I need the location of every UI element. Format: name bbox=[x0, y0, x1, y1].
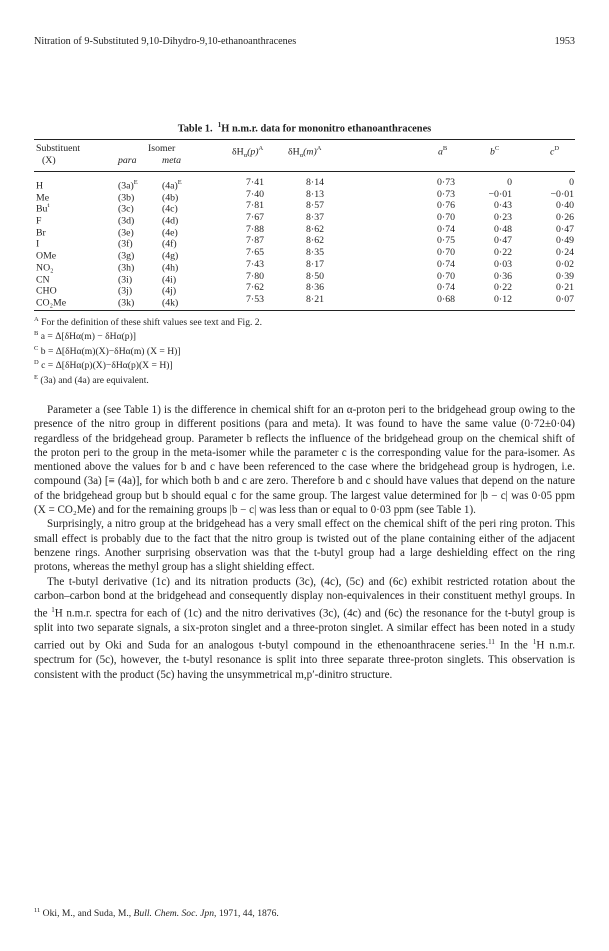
cell-c: 0·24 bbox=[556, 247, 574, 259]
cell-a: 0·74 bbox=[437, 223, 455, 235]
cell-b: 0·47 bbox=[494, 235, 512, 247]
running-head-title: Nitration of 9-Substituted 9,10-Dihydro-9,10-ethanoanthracenes bbox=[34, 36, 297, 47]
cell-para: (3b) bbox=[118, 191, 135, 203]
cell-c: 0·21 bbox=[556, 282, 574, 294]
cell-substituent: CO₂Me bbox=[36, 297, 67, 309]
table-footnotes bbox=[34, 314, 575, 386]
cell-delta-para: 7·43 bbox=[246, 258, 264, 270]
cell-delta-meta: 8·17 bbox=[306, 258, 324, 270]
table-body bbox=[0, 177, 609, 309]
cell-delta-meta: 8·14 bbox=[306, 177, 324, 188]
table-row bbox=[0, 212, 609, 227]
header-b: $b^C$ bbox=[490, 145, 500, 158]
cell-meta: (4g) bbox=[162, 250, 179, 262]
header-c: $c^D$ bbox=[550, 145, 560, 158]
cell-substituent: H bbox=[36, 180, 44, 192]
table-row bbox=[0, 282, 609, 297]
table-row bbox=[0, 189, 609, 201]
cell-c: 0·47 bbox=[556, 223, 574, 235]
header-delta-para: $\delta H_\alpha(p)^A$ bbox=[232, 145, 264, 160]
cell-delta-meta: 8·21 bbox=[306, 293, 324, 305]
cell-c: 0·40 bbox=[556, 200, 574, 212]
cell-delta-meta: 8·35 bbox=[306, 247, 324, 259]
cell-meta: (4d) bbox=[162, 215, 179, 227]
cell-a: 0·74 bbox=[437, 258, 455, 270]
cell-meta: $(4a)^E$ bbox=[162, 179, 182, 192]
cell-a: 0·68 bbox=[437, 293, 455, 305]
cell-b: 0·12 bbox=[494, 293, 512, 305]
reference-journal: Bull. Chem. Soc. Jpn bbox=[133, 908, 215, 920]
table-top-rule bbox=[34, 139, 575, 140]
cell-b: 0·03 bbox=[494, 258, 512, 270]
body-text bbox=[34, 403, 575, 682]
cell-para: (3k) bbox=[118, 297, 135, 309]
cell-delta-para: 7·87 bbox=[246, 235, 264, 247]
table-row bbox=[0, 247, 609, 262]
paragraph-3: The t-butyl derivative (1c) and its nitration products (3c), (4c), (5c) and (6c) exhibit restricted rotation about the carbon–carbon bond at the bridgehead and consequently display non-equivalences in their constituent methyl groups. In the $^1$H n.m.r. spectra for each of (1c) and the nitro derivatives (3c), (4c) and (6c) the resonance for the t-butyl group is split into two separate signals, a six-proton singlet and a three-proton singlet. A similar effect has been noted in a study carried out by Oki and Suda for an analogous t-butyl compound in the ethenoanthracene series.$^{11}$ In the $^1$H n.m.r. spectrum for (5c), however, the t-butyl resonance is split into three separate three-proton singlets. This observation is consistent with the product (5c) having the unsymmetrical m,p′-dinitro structure. bbox=[34, 575, 575, 681]
cell-para: (3h) bbox=[118, 262, 135, 274]
table-row bbox=[0, 258, 609, 274]
header-delta-meta: $\delta H_\alpha(m)^A$ bbox=[288, 145, 322, 160]
footnote: $^E$ (3a) and (4a) are equivalent. bbox=[34, 373, 149, 386]
cell-b: 0·36 bbox=[494, 270, 512, 282]
table-header-rule bbox=[34, 171, 575, 172]
cell-substituent: Me bbox=[36, 191, 50, 203]
table-row bbox=[0, 223, 609, 239]
cell-meta: (4c) bbox=[162, 203, 178, 215]
cell-delta-meta: 8·13 bbox=[306, 188, 324, 200]
cell-para: (3j) bbox=[118, 285, 133, 297]
table-row bbox=[0, 200, 609, 215]
footnote: $^D$ c = Δ[δHα(p)(X)−δHα(p)(X = H)] bbox=[34, 359, 173, 372]
reference-authors: Oki, M., and Suda, M., bbox=[42, 908, 134, 920]
header-substituent: Substituent bbox=[36, 143, 81, 154]
paragraph-1: Parameter a (see Table 1) is the difference in chemical shift for an α-proton peri to the bridgehead group owing to the presence of the nitro group in different positions (para and meta). It was found to have the same value (0·72±0·04) regardless of the bridgehead group. Parameter b reflects the influence of the bridgehead group on the chemical shift of the proton peri to the group in the meta-isomer while the parameter c is the corresponding value for the para-isomer. As mentioned above the values for b and c have been referenced to the case where the bridgehead group is hydrogen, i.e. compound (3a) [≡ (4a)], for which both b and c are zero. Therefore b and c should have values that depend on the nature of the bridgehead group but b should equal c for the same group. The largest value determined for |b − c| was 0·05 ppm (X = CO₂Me) and for the remaining groups |b − c| was less than or equal to 0·03 ppm (see Table 1). bbox=[34, 404, 575, 517]
cell-b: −0·01 bbox=[488, 188, 512, 200]
table-bottom-rule bbox=[34, 310, 575, 311]
cell-a: 0·76 bbox=[437, 200, 455, 212]
reference-mark: 11 bbox=[34, 907, 41, 914]
table-row bbox=[0, 293, 609, 309]
footnote: $^A$ For the definition of these shift values see text and Fig. 2. bbox=[34, 316, 262, 329]
cell-delta-meta: 8·36 bbox=[306, 282, 324, 294]
cell-meta: (4b) bbox=[162, 191, 179, 203]
cell-delta-meta: 8·37 bbox=[306, 212, 324, 224]
cell-delta-meta: 8·62 bbox=[306, 223, 324, 235]
cell-a: 0·70 bbox=[437, 270, 455, 282]
cell-meta: (4i) bbox=[162, 273, 177, 285]
cell-delta-meta: 8·57 bbox=[306, 200, 324, 212]
table-row bbox=[0, 235, 609, 250]
cell-delta-para: 7·67 bbox=[246, 212, 264, 224]
cell-c: 0·26 bbox=[556, 212, 574, 224]
cell-b: 0·43 bbox=[494, 200, 512, 212]
cell-c: 0·39 bbox=[556, 270, 574, 282]
cell-b: 0·23 bbox=[494, 212, 512, 224]
cell-para: (3g) bbox=[118, 250, 135, 262]
cell-c: 0·02 bbox=[556, 258, 574, 270]
cell-delta-para: 7·81 bbox=[246, 200, 264, 212]
table-row bbox=[0, 271, 609, 283]
cell-delta-para: 7·65 bbox=[246, 247, 264, 259]
cell-b: 0 bbox=[507, 177, 512, 188]
cell-meta: (4j) bbox=[162, 285, 177, 297]
cell-substituent: Br bbox=[36, 227, 46, 239]
header-isomer: Isomer bbox=[148, 143, 176, 154]
cell-a: 0·73 bbox=[437, 188, 455, 200]
cell-delta-para: 7·40 bbox=[246, 188, 264, 200]
table-caption-text: H n.m.r. data for mononitro ethanoanthracenes bbox=[221, 123, 432, 135]
cell-c: −0·01 bbox=[550, 188, 574, 200]
cell-substituent: F bbox=[36, 215, 42, 227]
cell-a: 0·75 bbox=[437, 235, 455, 247]
table-caption-label: Table 1. bbox=[177, 123, 213, 135]
cell-a: 0·73 bbox=[437, 177, 455, 188]
cell-para: (3f) bbox=[118, 238, 133, 250]
cell-substituent: I bbox=[36, 238, 40, 250]
cell-a: 0·70 bbox=[437, 247, 455, 259]
cell-delta-meta: 8·62 bbox=[306, 235, 324, 247]
cell-delta-meta: 8·50 bbox=[306, 270, 324, 282]
cell-substituent: OMe bbox=[36, 250, 57, 262]
header-meta: meta bbox=[162, 155, 182, 166]
table-caption-sup: 1 bbox=[217, 121, 222, 129]
header-a: $a^B$ bbox=[438, 145, 448, 158]
cell-meta: (4h) bbox=[162, 262, 179, 274]
cell-a: 0·74 bbox=[437, 282, 455, 294]
cell-substituent: Bu$^t$ bbox=[36, 202, 50, 215]
cell-para: (3c) bbox=[118, 203, 134, 215]
cell-c: 0·07 bbox=[556, 293, 574, 305]
footnote: $^B$ a = Δ[δHα(m) − δHα(p)] bbox=[34, 330, 136, 343]
table-caption bbox=[0, 121, 609, 134]
reference-footnote bbox=[34, 907, 575, 919]
cell-delta-para: 7·80 bbox=[246, 270, 264, 282]
cell-para: $(3a)^E$ bbox=[118, 179, 138, 192]
cell-meta: (4e) bbox=[162, 227, 178, 239]
cell-para: (3d) bbox=[118, 215, 135, 227]
cell-meta: (4k) bbox=[162, 297, 179, 309]
running-head bbox=[34, 36, 575, 50]
footnote: $^C$ b = Δ[δHα(m)(X)−δHα(m) (X = H)] bbox=[34, 344, 181, 357]
header-substituent-sub: (X) bbox=[42, 155, 56, 166]
cell-delta-para: 7·53 bbox=[246, 293, 264, 305]
cell-substituent: NO₂ bbox=[36, 262, 54, 274]
paragraph-2: Surprisingly, a nitro group at the bridgehead has a very small effect on the chemical shift of the peri ring proton. This small effect is probably due to the fact that the nitro group is twisted out of the plane containing either of the adjacent benzene rings. Another surprising observation was that the t-butyl group had a large deshielding effect on the ring protons, whereas the methyl group has a slight shielding effect. bbox=[34, 518, 575, 574]
cell-substituent: CHO bbox=[36, 285, 57, 297]
cell-substituent: CN bbox=[36, 273, 50, 285]
header-para: para bbox=[118, 155, 137, 166]
reference-details: , 1971, 44, 1876. bbox=[214, 908, 279, 920]
cell-meta: (4f) bbox=[162, 238, 177, 250]
cell-delta-para: 7·41 bbox=[246, 177, 264, 188]
table-row bbox=[0, 177, 609, 192]
cell-para: (3i) bbox=[118, 273, 133, 285]
cell-b: 0·22 bbox=[494, 247, 512, 259]
cell-delta-para: 7·62 bbox=[246, 282, 264, 294]
cell-b: 0·48 bbox=[494, 223, 512, 235]
cell-para: (3e) bbox=[118, 227, 134, 239]
cell-c: 0·49 bbox=[556, 235, 574, 247]
cell-delta-para: 7·88 bbox=[246, 223, 264, 235]
cell-a: 0·70 bbox=[437, 212, 455, 224]
cell-b: 0·22 bbox=[494, 282, 512, 294]
cell-c: 0 bbox=[569, 177, 574, 188]
page-number: 1953 bbox=[554, 36, 575, 47]
